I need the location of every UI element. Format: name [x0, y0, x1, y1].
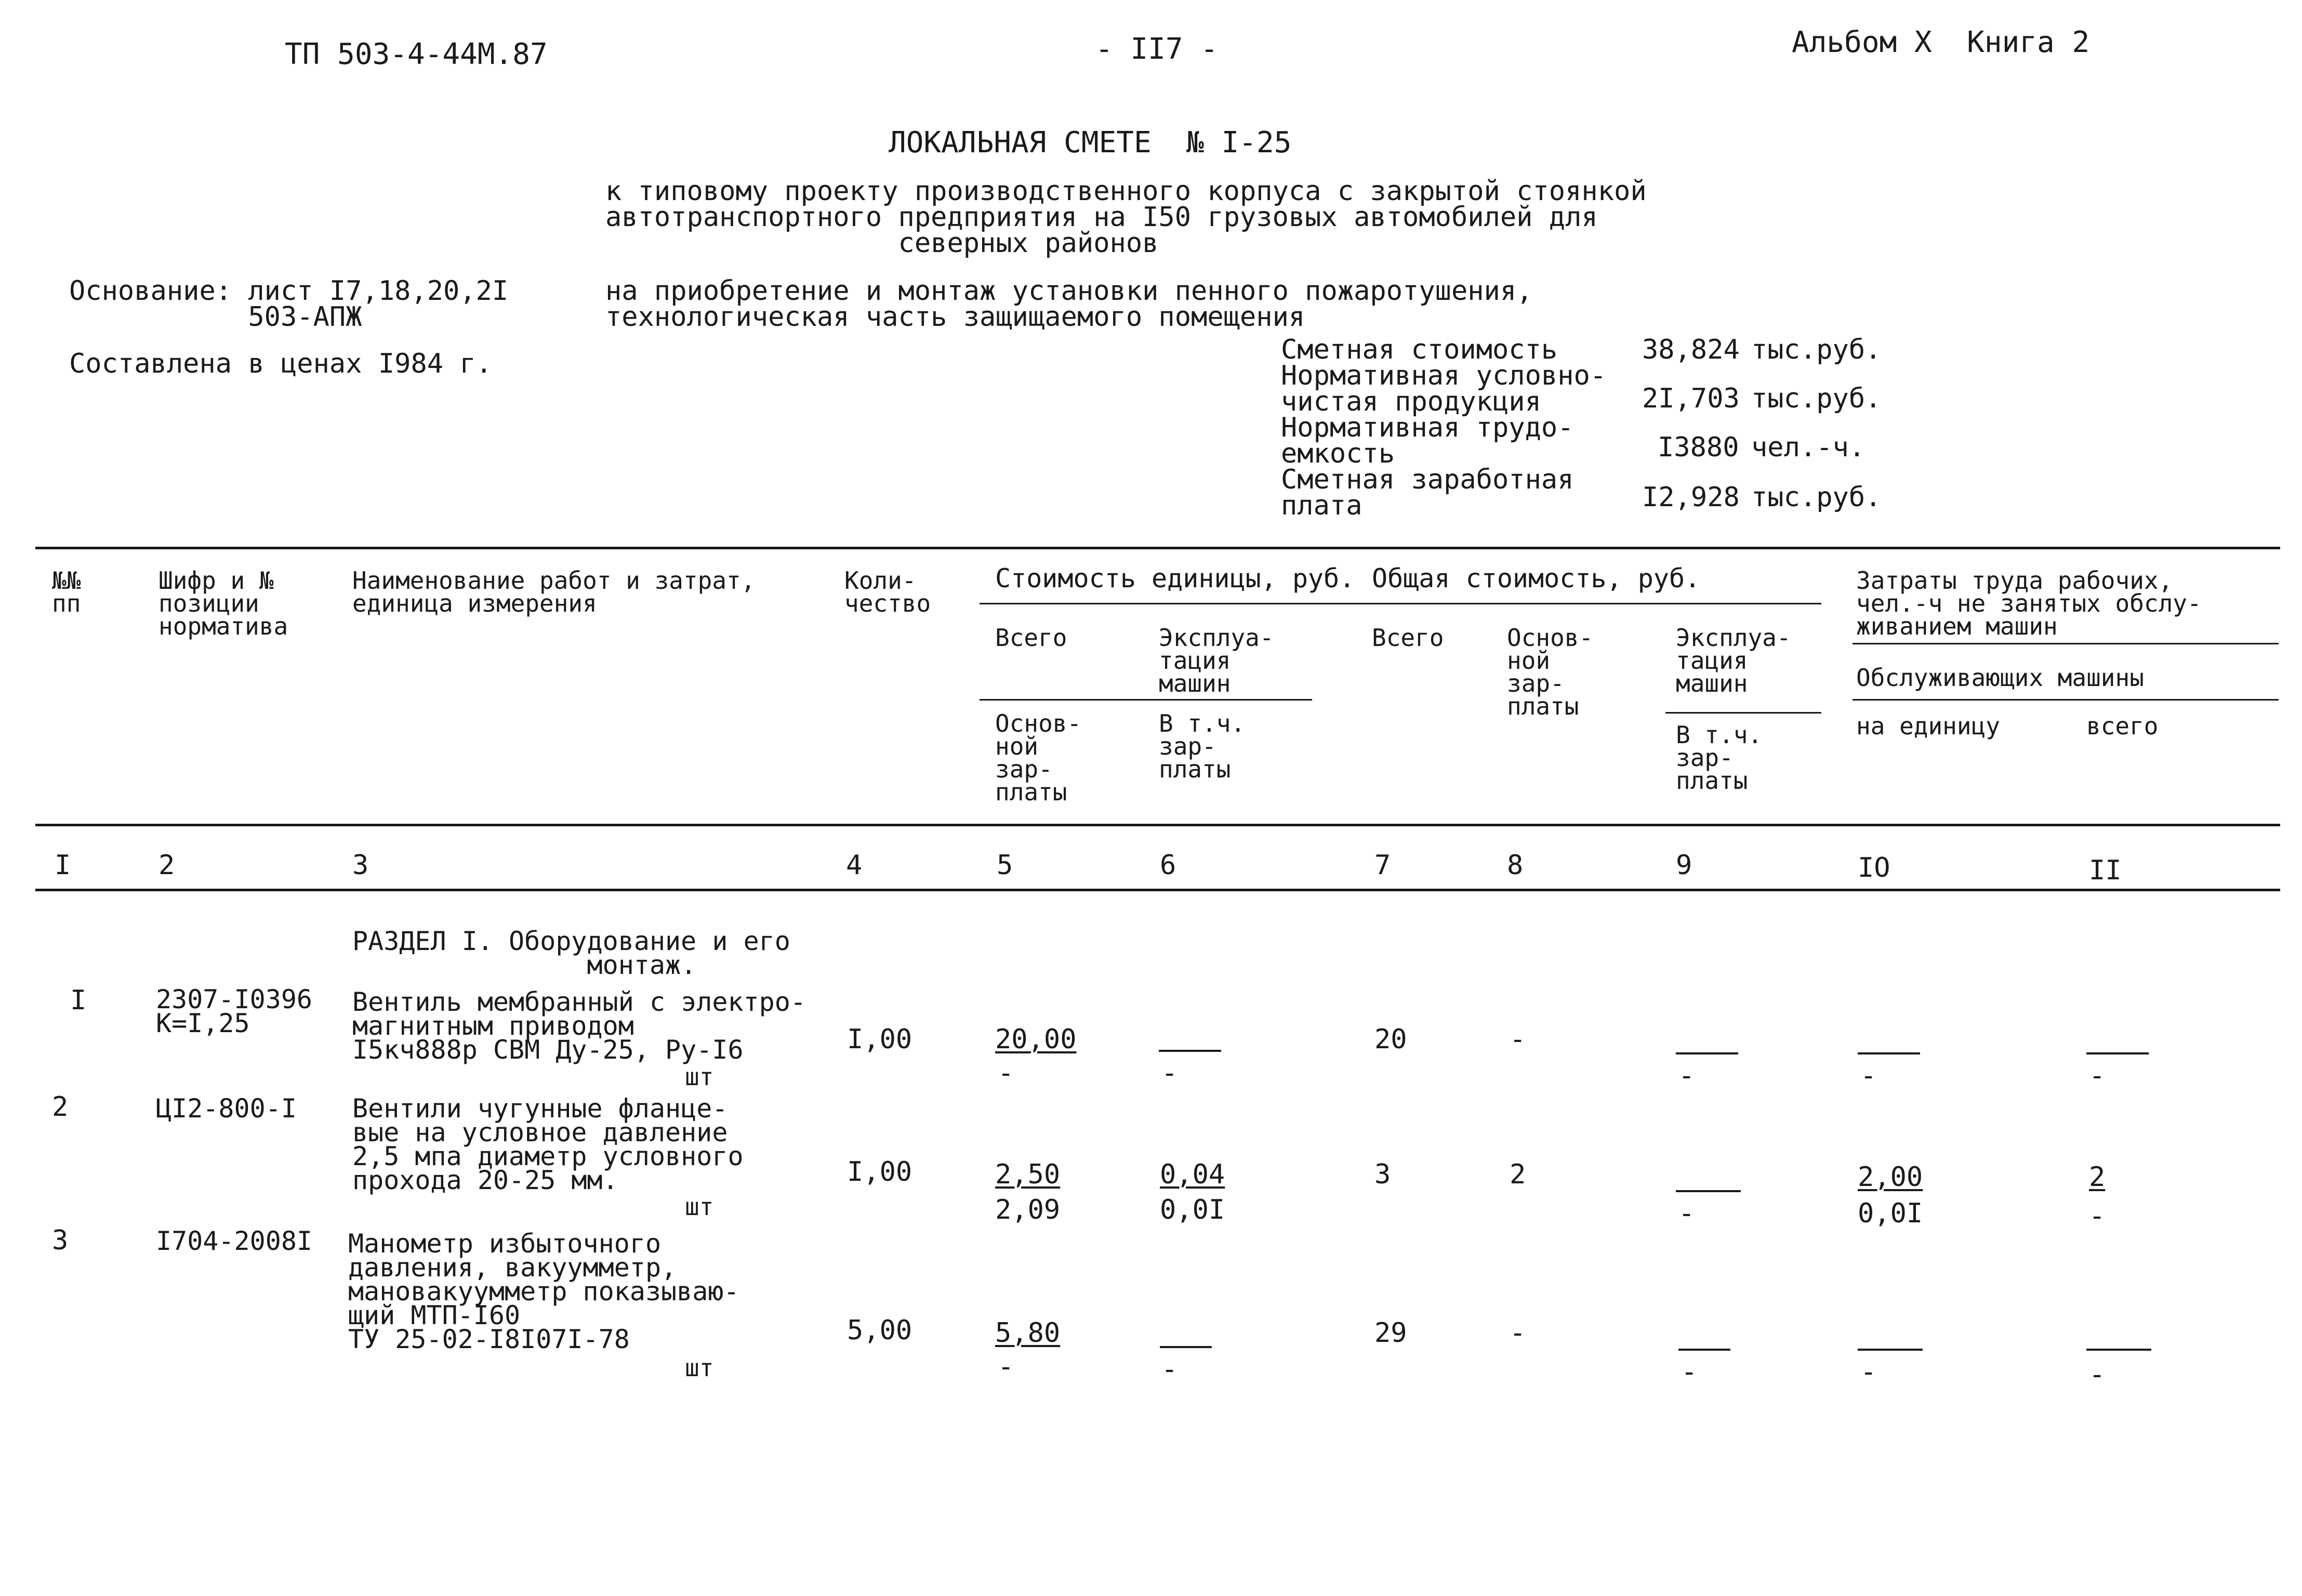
numbers-bottom-rule	[35, 889, 2280, 891]
row-total-base: -	[1510, 1024, 1526, 1055]
row-unit-cost-total: 2,50	[995, 1159, 1061, 1190]
section-title: РАЗДЕЛ I. Оборудование и его монтаж.	[352, 926, 790, 980]
estimate-title: ЛОКАЛЬНАЯ СМЕТЕ № I-25	[889, 126, 1292, 160]
row-work-name: Вентили чугунные фланце- вые на условное давление 2,5 мпа диаметр условного прохода 20-25 мм.	[352, 1093, 744, 1195]
row-total-base: -	[1510, 1317, 1526, 1349]
prices-note: Составлена в ценах I984 г.	[69, 348, 492, 379]
row-labor-all-dash	[2086, 1349, 2151, 1351]
summary-unit: тыс.руб.	[1751, 383, 1882, 414]
header-per-unit: на единицу	[1856, 712, 2000, 740]
row-labor-all-b: -	[2089, 1201, 2106, 1232]
row-total-exploit-dash	[1676, 1052, 1738, 1054]
album-book: Альбом X Книга 2	[1792, 25, 2090, 59]
row-norm-code: ЦI2-800-I	[156, 1093, 297, 1124]
document-code: ТП 503-4-44М.87	[285, 37, 548, 71]
row-work-name: Вентиль мембранный с электро- магнитным приводом I5кч888р СВМ Ду-25, Ру-I6	[352, 987, 806, 1065]
header-c9-incl: В т.ч. зар- платы	[1676, 721, 1763, 795]
row-labor-all-b: -	[2089, 1359, 2106, 1390]
header-all: всего	[2086, 712, 2159, 740]
header-bottom-rule	[35, 824, 2280, 826]
header-c8-base: Основ- ной зар- платы	[1507, 624, 1594, 720]
exploit-sub-rule	[1665, 712, 1821, 714]
row-labor-unit: 2,00	[1858, 1162, 1923, 1193]
row-number: 2	[52, 1091, 69, 1123]
column-number: I	[55, 850, 71, 881]
row-labor-unit-dash	[1858, 1052, 1920, 1054]
column-number: 9	[1676, 850, 1692, 881]
row-labor-all: 2	[2089, 1162, 2106, 1193]
summary-value: I3880	[1658, 432, 1739, 463]
column-number: 8	[1507, 850, 1524, 881]
summary-unit: тыс.руб.	[1751, 334, 1882, 365]
header-row-number: №№ пп	[52, 566, 81, 617]
header-c6-incl: В т.ч. зар- платы	[1159, 709, 1246, 783]
page-number: - II7 -	[1095, 32, 1219, 66]
header-c7-total: Всего	[1372, 624, 1444, 652]
row-norm-code: 2307-I0396 К=I,25	[156, 984, 313, 1038]
header-serving: Обслуживающих машины	[1856, 664, 2144, 692]
row-unit-cost-base: -	[998, 1058, 1014, 1089]
column-number: 2	[158, 850, 175, 881]
header-c9-exploit: Эксплуа- тация машин	[1676, 624, 1791, 697]
row-total: 3	[1374, 1159, 1391, 1190]
row-exploit-dash	[1160, 1346, 1212, 1348]
summary-value: 38,824	[1642, 334, 1740, 365]
row-quantity: I,00	[847, 1024, 912, 1055]
unit-cost-sub-rule	[980, 699, 1312, 701]
header-c5-base: Основ- ной зар- платы	[995, 709, 1082, 806]
row-total-exploit-incl: -	[1681, 1356, 1698, 1388]
row-quantity: I,00	[847, 1156, 912, 1188]
row-exploit-incl: 0,0I	[1160, 1194, 1225, 1225]
row-labor-unit-b: -	[1860, 1060, 1877, 1091]
labor-group-rule	[1853, 643, 2279, 644]
row-norm-code: I704-2008I	[156, 1226, 313, 1256]
row-total-exploit-dash	[1678, 1349, 1730, 1351]
column-number: 6	[1160, 850, 1176, 881]
row-total: 20	[1374, 1024, 1407, 1055]
row-unit: шт	[685, 1063, 714, 1091]
table-top-rule	[35, 547, 2280, 549]
serving-sub-rule	[1853, 699, 2279, 701]
row-total: 29	[1374, 1317, 1407, 1349]
row-unit-cost-base: -	[998, 1351, 1014, 1382]
column-number: 5	[997, 850, 1013, 881]
header-total-cost: Общая стоимость, руб.	[1372, 563, 1701, 593]
row-unit: шт	[685, 1193, 714, 1221]
summary-labels: Сметная стоимость Нормативная условно- чистая продукция Нормативная трудо- емкость Сметная заработная плата	[1281, 334, 1607, 521]
row-unit-cost-total: 5,80	[995, 1317, 1061, 1349]
summary-value: I2,928	[1642, 482, 1740, 513]
row-unit-cost-total: 20,00	[995, 1024, 1077, 1055]
row-work-name: Манометр избыточного давления, вакуумметр, мановакуумметр показываю- щий МТП-I60 ТУ 25-02-I8I07I-78	[348, 1229, 739, 1354]
summary-value: 2I,703	[1642, 383, 1740, 414]
row-labor-unit-b: -	[1860, 1356, 1877, 1388]
header-norm-code: Шифр и № позиции норматива	[158, 566, 288, 640]
header-quantity: Коли- чество	[844, 566, 931, 617]
row-unit-cost-base: 2,09	[995, 1194, 1061, 1225]
column-number: 7	[1374, 850, 1391, 881]
row-labor-all-dash	[2086, 1052, 2149, 1054]
column-number: 4	[846, 850, 863, 881]
header-unit-cost: Стоимость единицы, руб.	[995, 563, 1355, 593]
header-c5-total: Всего	[995, 624, 1067, 652]
row-total-base: 2	[1510, 1159, 1526, 1190]
row-quantity: 5,00	[847, 1315, 912, 1346]
row-exploit-dash	[1159, 1050, 1221, 1052]
header-c6-exploit: Эксплуа- тация машин	[1159, 624, 1274, 697]
column-number: 3	[352, 850, 369, 881]
row-exploit-incl: -	[1161, 1058, 1178, 1089]
column-number: II	[2089, 855, 2122, 886]
summary-unit: тыс.руб.	[1751, 482, 1882, 513]
row-labor-unit-dash	[1858, 1349, 1923, 1351]
row-unit: шт	[685, 1354, 714, 1382]
column-number: IO	[1858, 852, 1890, 883]
row-labor-all-b: -	[2089, 1060, 2106, 1091]
header-labor: Затраты труда рабочих, чел.-ч не занятых обслу- живанием машин	[1856, 566, 2202, 640]
row-number: I	[70, 985, 87, 1016]
row-total-exploit-dash	[1676, 1190, 1741, 1192]
row-labor-unit-b: 0,0I	[1858, 1198, 1923, 1229]
cost-group-rule	[980, 603, 1821, 604]
estimate-subtitle: к типовому проекту производственного корпуса с закрытой стоянкой автотранспортного предприятия на I50 грузовых автомобилей для северных районов	[605, 176, 1647, 259]
row-exploit-incl: -	[1161, 1354, 1178, 1385]
row-number: 3	[52, 1225, 69, 1256]
purpose-note: на приобретение и монтаж установки пенного пожаротушения, технологическая часть защищаемого помещения	[605, 275, 1533, 333]
header-work-name: Наименование работ и затрат, единица измерения	[352, 566, 756, 617]
row-total-exploit-incl: -	[1678, 1060, 1695, 1091]
row-exploit: 0,04	[1160, 1159, 1225, 1190]
row-total-exploit-incl: -	[1678, 1198, 1695, 1229]
summary-unit: чел.-ч.	[1751, 432, 1866, 463]
basis-note: Основание: лист I7,18,20,2I 503-АПЖ	[69, 275, 509, 333]
